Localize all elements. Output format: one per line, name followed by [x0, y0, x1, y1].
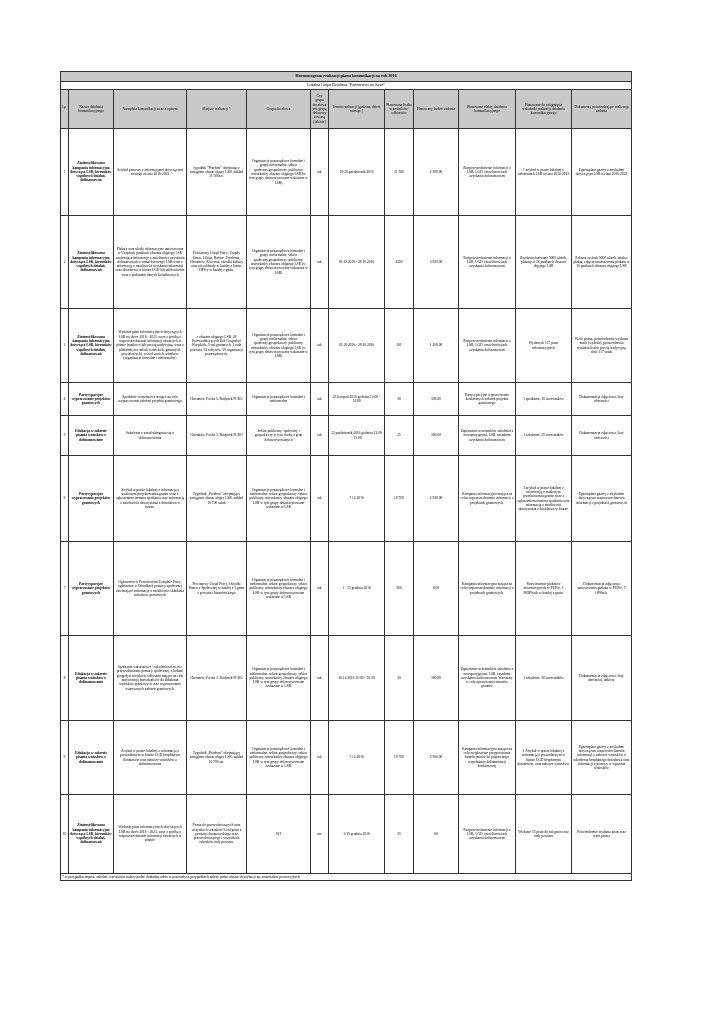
- cell-lp: 6: [61, 456, 69, 542]
- cell-place: Chrzanów, Focha 3, Budynek PCKU: [187, 383, 247, 416]
- cell-effects: Zapoznanie uczestników szkolenia z nowoprzyjętymi, LSR, zasadami uzyskania dofinansowań: [459, 416, 516, 456]
- cell-reached: tak: [311, 383, 329, 416]
- table-title: Harmonogram realizacji planu komunikacji na rok 2016: [61, 72, 632, 82]
- cell-docs: Faktura za druk 5000 ulotek, ulotka, plakat, zdjęcia umieszczenia plakatu w 16 punktach obszaru objętego LSR: [572, 216, 632, 309]
- cell-indicators: 1 artykuł w prasie lokalnej o założeniach LSR na lata 2016-2023: [516, 129, 572, 216]
- cell-effects: Kampania informacyjna mająca na celu rozpowszechnienie informacji o projektach grantowych.: [459, 542, 516, 636]
- cell-lp: 10: [61, 795, 69, 874]
- cell-lp: 8: [61, 636, 69, 721]
- cell-effects: Partycypacyjne wypracowanie konkretnych założeń projektu grantowego: [459, 383, 516, 416]
- header-name: Nazwa działania komunikacyjnego: [69, 90, 114, 129]
- cell-reached: tak: [311, 309, 329, 383]
- header-tools: Narzędzia komunikacji wraz z opisem: [114, 90, 187, 129]
- cell-name: Partycypacyjne wypracowanie projektów grantowych: [69, 456, 114, 542]
- cell-name: Edukacja w zakresie pisania wniosków o dofinansowanie: [69, 721, 114, 795]
- cell-budget: 2 500,00: [414, 721, 459, 795]
- cell-tools: Plakaty oraz ulotki informacyjne umieszczone w Urzędach punktach obszaru objętego LSR zawierające informacje o możliwości uzyskania dofinansowań w ramach nowego LSR wraz z informacją o możliwości uzyskania informacji oraz doradztwa w biurze LGD lub telefonicznie wraz z podaniem danych kontaktowych: [114, 216, 187, 309]
- cell-tools: Spotkanie warsztatowe mające na celu wypracowanie założeń projektu grantowego: [114, 383, 187, 416]
- cell-docs: Dokumentacja zdjęciowa, listy obecności: [572, 416, 632, 456]
- cell-date: 12 październik 2016 godzina 12:00 - 15:00: [329, 416, 385, 456]
- cell-date: 03.10.2016 - 28.10.2016: [329, 216, 385, 309]
- cell-reached: tak: [311, 636, 329, 721]
- cell-tools: Artykuł w prasie lokalnej z informacją o ustalonym projektowaniu grantu wraz z ogłoszeniem terminu spotkania oraz informacją o możliwości skorzystania z doradztwa w biurze.: [114, 456, 187, 542]
- cell-lp: 2: [61, 216, 69, 309]
- table-row: [61, 309, 632, 383]
- cell-place: Powiatowy Urząd Pracy, Ośrodki Pomocy Społecznej w każdej z 5 gmin z powiatu chrzanowskiego: [187, 542, 247, 636]
- cell-docs: Dokumentacja zdjęciowa, listy obecności, ankiety.: [572, 636, 632, 721]
- cell-tools: Ogłoszenia w Powiatowym Urzędzie Pracy, ogłoszenia w Ośrodkach pomocy społecznej zawierające informacje o możliwości składania wniosków grantowych: [114, 542, 187, 636]
- cell-tools: Artykuł prasowy z informacjami dotyczącymi strategii na lata 2016-2023: [114, 129, 187, 216]
- header-lp: Lp.: [61, 90, 69, 129]
- cell-date: 23 listopad 2016 godzina 12:00 - 14:00: [329, 383, 385, 416]
- cell-group: Organizacje pozarządowe formalne i nieformalne, sektor gospodarczy, sektor publiczny, mieszkańcy obszaru objętego LSR w tym grupy defaworyzowane wskazane w LSR: [247, 542, 311, 636]
- cell-lp: 4: [61, 383, 69, 416]
- cell-budget: 60: [414, 795, 459, 874]
- footnote-row: [61, 874, 632, 881]
- header-indicators: Planowane do osiągnięcia wskaźniki realizacji działania komunikacyjnego: [516, 90, 572, 129]
- schedule-table: [60, 71, 632, 881]
- cell-count: 500: [385, 542, 414, 636]
- table-row: [61, 216, 632, 309]
- cell-indicators: Wydanie 35 pism do rad gmin oraz rady powiatu: [516, 795, 572, 874]
- cell-reached: tak: [311, 721, 329, 795]
- cell-group: Organizacje pozarządowe formalne i nieformalne, sektor gospodarczy, sektor publiczny, mieszkańcy obszaru objętego LSR w tym grupy defaworyzowane wskazane w LSR: [247, 721, 311, 795]
- footnote: * w przypadku imprez, szkoleń, warsztatów należy podać dokładny adres w pozostałych przypadkach należy podać obszar dystrybucji np. materiałów promocyjnych: [61, 874, 632, 881]
- cell-count: 10 700: [385, 456, 414, 542]
- cell-reached: tak: [311, 542, 329, 636]
- cell-name: Partycypacyjne wypracowanie projektów grantowych: [69, 542, 114, 636]
- cell-budget: 2 500,00: [414, 456, 459, 542]
- table-row: [61, 129, 632, 216]
- cell-count: 201: [385, 309, 414, 383]
- cell-name: Zintensyfikowana kampania informacyjna dotycząca LSR, kierunków wspólnych działań, dofinansowań: [69, 309, 114, 383]
- cell-group: Organizacje pozarządowe formalne i grupy nieformalne, sektor społeczny,gospodarczy, publiczny, mieszkańcy obszaru objętego LSR (w tym grupy defaworyzowane wskazane w LSR): [247, 309, 311, 383]
- table-row: [61, 542, 632, 636]
- communication-plan-sheet: [60, 71, 631, 881]
- cell-budget: 300,00: [414, 416, 459, 456]
- cell-count: 35: [385, 795, 414, 874]
- cell-lp: 5: [61, 416, 69, 456]
- cell-date: 16.12.2016 15:00 - 16:30: [329, 636, 385, 721]
- header-budget: Planowany budżet zadania: [414, 90, 459, 129]
- cell-reached: nie: [311, 795, 329, 874]
- table-row: [61, 636, 632, 721]
- cell-effects: Rozpowszechnienie informacji o LSR, LGD i możliwościach uzyskania dofinansowań: [459, 795, 516, 874]
- header-place: Miejsce realizacji *: [187, 90, 247, 129]
- cell-count: 10 700: [385, 721, 414, 795]
- cell-effects: Kampania informacyjna mająca na celu rozpowszechnienie informacji o projektach grantowych.: [459, 456, 516, 542]
- cell-tools: Szkolenie z zasad ubiegania się o dofinansowania: [114, 416, 187, 456]
- table-row: [61, 795, 632, 874]
- cell-count: 4500: [385, 216, 414, 309]
- cell-effects: Kampania informacyjna mająca na celu zwiększenie przygotowania beneficjentów do poprawnego wypełniania dokumentacji konkursowej: [459, 721, 516, 795]
- cell-name: Zintensyfikowana kampania informacyjna dotycząca LSR, kierunków wspólnych działań, dofinansowań: [69, 216, 114, 309]
- table-subtitle: Lokalna Grupa Działania "Partnerstwo na Jurze": [61, 82, 632, 90]
- cell-name: Edukacja w zakresie pisania wniosków o dofinansowanie: [69, 636, 114, 721]
- table-row: [61, 456, 632, 542]
- cell-count: 30: [385, 383, 414, 416]
- cell-docs: Dokumentacja zdjęciowa umieszczenia plakatu w PUPie, 5 OPSach.: [572, 542, 632, 636]
- cell-reached: tak: [311, 216, 329, 309]
- cell-place: Pisma do przewodniczących oraz wszystkich członków 5 rad gmin z powiatu chrzanowskiego oraz przewodniczącego i wszystkich członków rady powiatu.: [187, 795, 247, 874]
- cell-budget: 3 000,00: [414, 216, 459, 309]
- cell-effects: Rozpowszechnienie informacji o LSR, LGD i możliwościach uzyskania dofinansowań: [459, 129, 516, 216]
- header-effects: Planowane efekty działania komunikacyjnego: [459, 90, 516, 129]
- cell-date: 7.12.2016: [329, 721, 385, 795]
- cell-lp: 1: [61, 129, 69, 216]
- cell-group: Organizacje pozarządowe formalne i nieformalne: [247, 383, 311, 416]
- cell-docs: Potwierdzenie wydania pism oraz wzór pisma: [572, 795, 632, 874]
- cell-name: Partycypacyjne wypracowanie projektów grantowych: [69, 383, 114, 416]
- cell-lp: 3: [61, 309, 69, 383]
- cell-place: Chrzanów, Focha 3, Budynek PCKU: [187, 636, 247, 721]
- cell-place: tygodnik "Przełom" obejmujący zasięgiem obszar objęty LSR, nakład 11 500szt.: [187, 129, 247, 216]
- cell-date: 03.10.2016 - 28.10.2016: [329, 309, 385, 383]
- cell-place: z obszaru objętego LSR: 28 Przewodniczących Kół Gospodyń Wiejskich, 5 rad gminnych, 1 rada powiatu, 52 sołtysów, 30 organizacji pozarządowych,: [187, 309, 247, 383]
- cell-group: Organizacje pozarządowe formalne i nieformalne, sektor gospodarczy, sektor publiczny, mieszkańcy obszaru objętego LSR w tym grupy defaworyzowane wskazane w LSR: [247, 456, 311, 542]
- cell-indicators: Rozdystrybuowane 5000 ulotek, plakaty w 16 punktach obszaru objętego LSR: [516, 216, 572, 309]
- cell-budget: 0,00: [414, 542, 459, 636]
- cell-count: 25: [385, 416, 414, 456]
- cell-indicators: Rozwieszenie plakatów informacyjnych w PUPie, 5 MOPSach w każdej z gmin.: [516, 542, 572, 636]
- cell-place: Powiatowy Urząd Pracy, Urzędy Gmin: Libiąż, Babice, Trzebinia, Chrzanów, Alwernia, ośrodki kultury oraz ich oddziały w każdej z Gmin, OPS-y w każdej z gmin,: [187, 216, 247, 309]
- cell-place: Chrzanów, Focha 3, Budynek PCKU: [187, 416, 247, 456]
- cell-tools: Wydanie pism informacyjnych dotyczących LSR na okres 2016 - 2023, wraz z prośbą o rozpowszechnianie informacji zawartych w piśmie (mailowo lub pocztą tradycyjną, wraz z plakatem) na radach (sołeckich, gminnych, powiatowych), wśród swoich członków (organizacje formalne i nieformalne): [114, 309, 187, 383]
- cell-indicators: 1 artykuł w prasie lokalnej z informacją o ustalonym projektowaniu grantu wraz z ogłoszeniem terminu spotkania oraz informacją o możliwości skorzystania z doradztwa w biurze.: [516, 456, 572, 542]
- cell-date: 7.12.2016: [329, 456, 385, 542]
- cell-group: Sektor publiczny, społeczny i gospodarczy w tym osoby z grup defaworyzowanych: [247, 416, 311, 456]
- cell-docs: Egzemplarz gazety z artykułem dotyczącym rozpowszechnienia informacji o naborze wniosków o udzielenia bezpłatnego doradztwa oraz informacji o pomocy w wpisania wniosków: [572, 721, 632, 795]
- cell-reached: tak: [311, 456, 329, 542]
- cell-docs: Dokumentacja zdjęciowa, listy obecności: [572, 383, 632, 416]
- cell-place: Tygodnik „Przełom" obejmujący zasięgiem obszar objęty LSR, nakład 10 700 szt.: [187, 721, 247, 795]
- cell-indicators: Wydanych 117 pism informacyjnych: [516, 309, 572, 383]
- cell-indicators: 1 spotkanie, 30 uczestników: [516, 383, 572, 416]
- header-date: Termin realizacji [godzina, dzień, miesiąc ]: [329, 90, 385, 129]
- cell-count: 11 500: [385, 129, 414, 216]
- header-group: Grupa docelowa: [247, 90, 311, 129]
- header-docs: Dokumenty potwierdzające realizację zadania: [572, 90, 632, 129]
- table-row: [61, 383, 632, 416]
- cell-group: JST: [247, 795, 311, 874]
- cell-budget: 300,00: [414, 636, 459, 721]
- cell-budget: 1 200,00: [414, 309, 459, 383]
- cell-effects: Rozpowszechnienie informacji o LSR, LGD i możliwościach uzyskania dofinansowań: [459, 309, 516, 383]
- cell-docs: Egzemplarz gazety z artykułem dotyczącym rozpowszechnienia informacji o projektach grantowych: [572, 456, 632, 542]
- cell-date: 19-26 październik 2016: [329, 129, 385, 216]
- cell-name: Zintensyfikowana kampania informacyjna dotycząca LSR, kierunków wspólnych działań, dofinansowań: [69, 129, 114, 216]
- table-row: [61, 721, 632, 795]
- cell-place: Tygodnik „Przełom" obejmujący zasięgiem obszar objęty LSR, nakład 10 700 sztuk: [187, 456, 247, 542]
- cell-lp: 7: [61, 542, 69, 636]
- cell-budget: 2 500,00: [414, 129, 459, 216]
- header-reached: Czy grupa docelowa jest grupą defaworyzowaną [tak/nie]: [311, 90, 329, 129]
- cell-budget: 300,00: [414, 383, 459, 416]
- cell-group: Organizacje pozarządowe formalne i grupy nieformalne, sektor społeczny,gospodarczy, publiczny, mieszkańcy obszaru objętego LSR (w tym grupy defaworyzowane wskazane w LSR): [247, 129, 311, 216]
- cell-indicators: 1 szkolenie, 25 uczestników: [516, 416, 572, 456]
- header-row: [61, 90, 632, 129]
- cell-effects: Rozpowszechnienie informacji o LSR, LGD i możliwościach uzyskania dofinansowań: [459, 216, 516, 309]
- cell-indicators: 1 szkolenie, 30 uczestników: [516, 636, 572, 721]
- cell-name: Edukacja w zakresie pisania wniosków o dofinansowanie: [69, 416, 114, 456]
- cell-date: 1 - 15 grudnia 2016: [329, 542, 385, 636]
- cell-docs: Wzór pisma, potwierdzenia wysłania maili (wydruk), potwierdzenia wysłania listów pocztą tradycyjną, ilość 117 sztuk: [572, 309, 632, 383]
- cell-group: Organizacje pozarządowe formalne i nieformalne, sektor gospodarczy, sektor publiczny, mieszkańcy obszaru objętego LSR w tym grupy defaworyzowane wskazane w LSR: [247, 636, 311, 721]
- cell-name: Zintensyfikowana kampania informacyjna dotycząca LSR, kierunków wspólnych działań, dofinansowań: [69, 795, 114, 874]
- cell-effects: Zapoznanie uczestników szkolenia z nowoprzyjętymi, LSR, zasadami uzyskania dofinansowań. Warsztaty w celu opracowania tematów grantów: [459, 636, 516, 721]
- cell-lp: 9: [61, 721, 69, 795]
- cell-reached: tak: [311, 416, 329, 456]
- cell-tools: Wydanie pism informacyjnych dotyczących LSR na okres 2016 - 2023, wraz z prośbą o rozpowszechnianie informacji zawartych w piśmie: [114, 795, 187, 874]
- cell-docs: Egzemplarz gazety z artykułem dotyczącym LSR na lata 2016-2023: [572, 129, 632, 216]
- header-count: Planowana liczba uczestników/ odbiorców: [385, 90, 414, 129]
- cell-date: 1-30 grudnia 2016: [329, 795, 385, 874]
- cell-group: Organizacje pozarządowe formalne i grupy nieformalne, sektor społeczny,gospodarczy, publiczny, mieszkańcy obszaru objętego LSR (w tym grupy defaworyzowane wskazane w LSR): [247, 216, 311, 309]
- cell-tools: Spotkanie warsztatowe - szkoleniowe m.in z przewodniczami pomocy społecznej, z kołami gospodyń wiejskich, sołtysami mające na celu aktywizację mieszkańców do składania wniosków grantowych oraz wypracowanie ostatecznych założeń grantowych.: [114, 636, 187, 721]
- cell-reached: tak: [311, 129, 329, 216]
- table-row: [61, 416, 632, 456]
- cell-indicators: 1 Artykuł w prasie lokalnej z informacją o prowadzonym w biurze LGD bezpłatnym doradztwie, oraz naborze wniosków.: [516, 721, 572, 795]
- cell-count: 30: [385, 636, 414, 721]
- cell-tools: Artykuł w prasie lokalnej z informacją o prowadzonym w biurze LGD bezpłatnym doradztwie oraz naborze wniosków o dofinansowanie: [114, 721, 187, 795]
